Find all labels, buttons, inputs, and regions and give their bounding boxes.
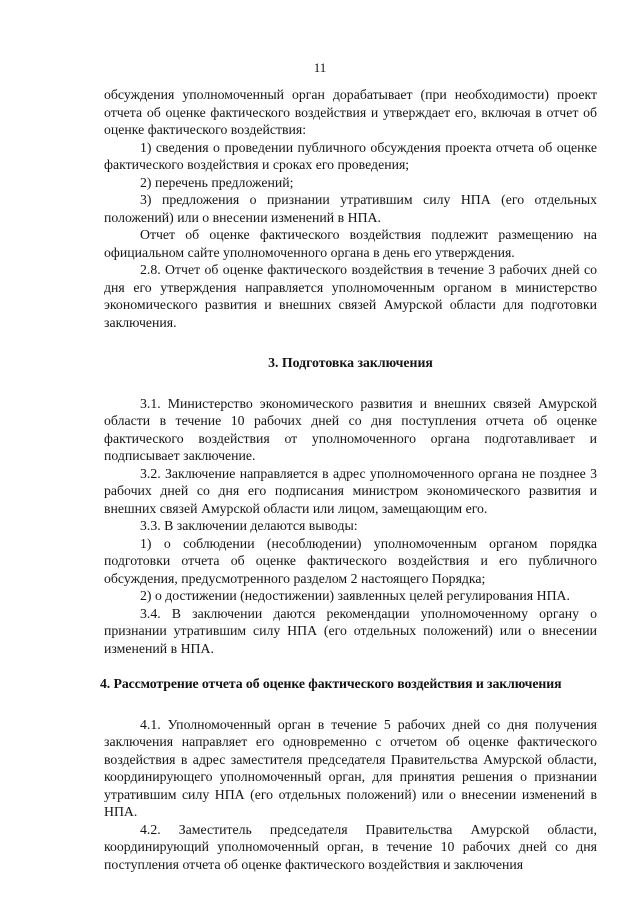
paragraph: 3.2. Заключение направляется в адрес уполномоченного органа не позднее 3 рабочих дней со дня его подписания министром экономического развития и внешних связей Амурской области или лицом, замещающим его. bbox=[104, 465, 597, 516]
paragraph: 4.1. Уполномоченный орган в течение 5 рабочих дней со дня получения заключения направляет его одновременно с отчетом об оценке фактического воздействия в адрес заместителя председателя Правительства Амурской области, координирующего уполномоченный орган, для принятия решения о признании утратившим силу НПА (его отдельных положений) или о внесении изменений в НПА. bbox=[104, 716, 597, 819]
document-body bbox=[100, 86, 597, 873]
list-item: 2) перечень предложений; bbox=[140, 174, 294, 190]
paragraph: Отчет об оценке фактического воздействия подлежит размещению на официальном сайте уполномоченного органа в день его утверждения. bbox=[104, 227, 597, 260]
paragraph: 4.2. Заместитель председателя Правительства Амурской области, координирующий уполномоченный орган, в течение 10 рабочих дней со дня поступления отчета об оценке фактического воздействия и заключения bbox=[104, 821, 597, 872]
paragraph: 3.3. В заключении делаются выводы: bbox=[140, 518, 358, 533]
list-item: 1) о соблюдении (несоблюдении) уполномоченным органом порядка подготовки отчета об оценке фактического воздействия и его публичного обсуждения, предусмотренного разделом 2 настоящего Порядка; bbox=[104, 535, 597, 586]
paragraph: 3.1. Министерство экономического развития и внешних связей Амурской области в течение 10 рабочих дней со дня поступления отчета об оценке фактического воздействия от уполномоченного органа подготавливает и подписывает заключение. bbox=[104, 395, 597, 463]
paragraph: 2.8. Отчет об оценке фактического воздействия в течение 3 рабочих дней со дня его утверждения направляется уполномоченным органом в министерство экономического развития и внешних связей Амурской области для подготовки заключения. bbox=[104, 262, 597, 330]
list-item: 2) о достижении (недостижении) заявленных целей регулирования НПА. bbox=[140, 588, 570, 603]
page-number: 11 bbox=[313, 60, 327, 75]
list-item: 3) предложения о признании утратившим силу НПА (его отдельных положений) или о внесении изменений в НПА. bbox=[104, 192, 597, 225]
list-item: 1) сведения о проведении публичного обсуждения проекта отчета об оценке фактического воздействия и сроках его проведения; bbox=[104, 139, 597, 172]
paragraph-continuation: обсуждения уполномоченный орган дорабатывает (при необходимости) проект отчета об оценке фактического воздействия и утверждает его, включая в отчет об оценке фактического воздействия: bbox=[104, 87, 597, 137]
paragraph: 3.4. В заключении даются рекомендации уполномоченному органу о признании утратившим силу НПА (его отдельных положений) или о внесении изменений в НПА. bbox=[104, 605, 597, 656]
section-heading: 3. Подготовка заключения bbox=[268, 355, 433, 370]
section-heading: 4. Рассмотрение отчета об оценке фактического воздействия и заключения bbox=[100, 676, 562, 691]
